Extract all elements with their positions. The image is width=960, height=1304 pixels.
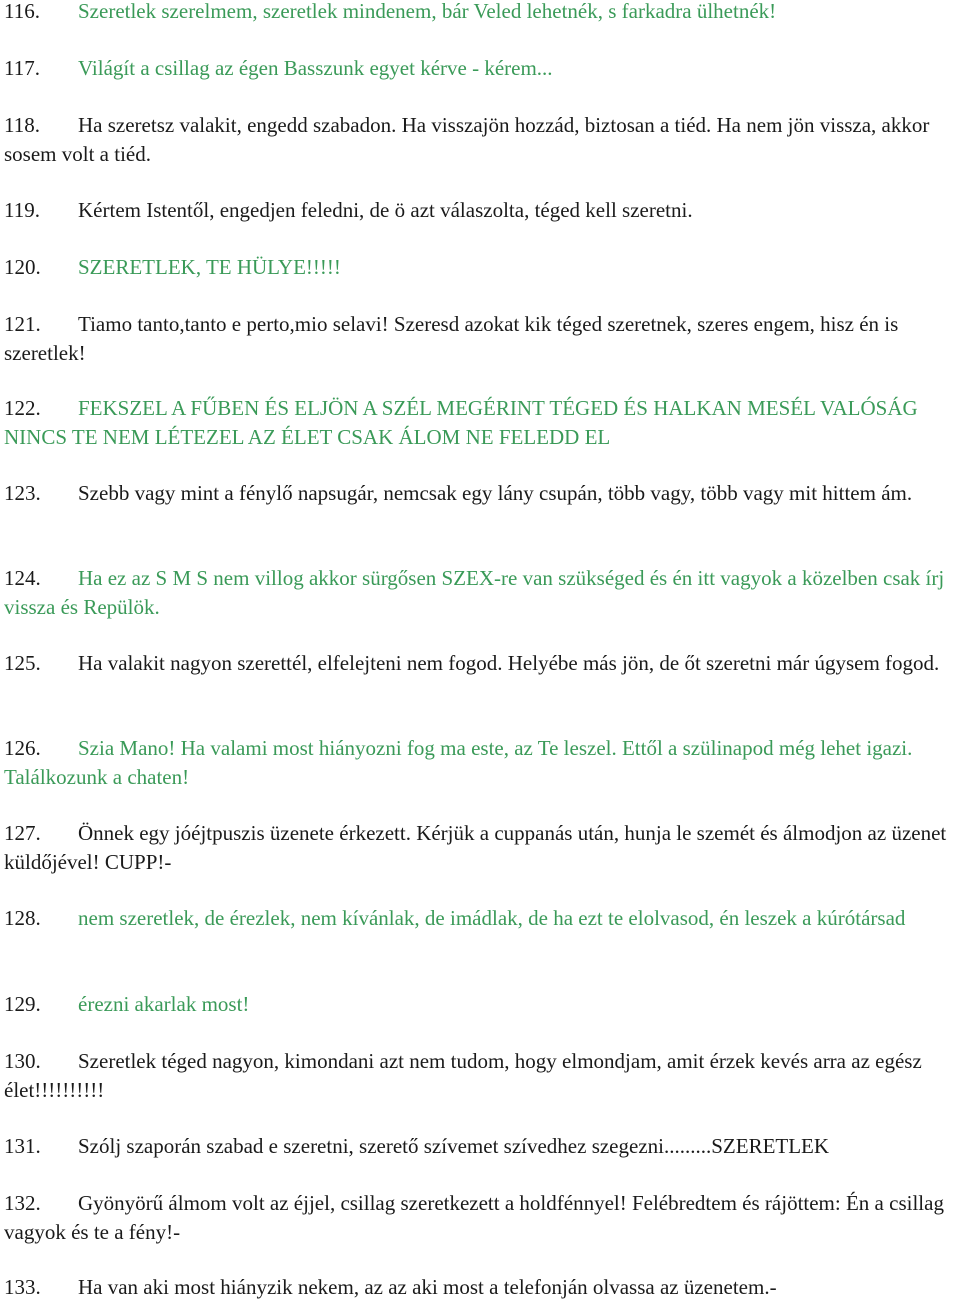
entry-text: FEKSZEL A FŰBEN ÉS ELJÖN A SZÉL MEGÉRINT TÉGED ÉS HALKAN MESÉL VALÓSÁG NINCS TE NEM LÉTEZEL AZ ÉLET CSAK ÁLOM NE FELEDD EL (4, 396, 918, 449)
entry-text: Ha szeretsz valakit, engedd szabadon. Ha visszajön hozzád, biztosan a tiéd. Ha nem jön vissza, akkor sosem volt a tiéd. (4, 113, 930, 166)
entry-number: 124. (4, 566, 41, 590)
list-item (4, 111, 959, 168)
entry-text: Ha van aki most hiányzik nekem, az az aki most a telefonján olvassa az üzenetem.- (78, 1275, 777, 1299)
entry-number: 122. (4, 396, 41, 420)
list-item (4, 196, 959, 225)
entry-number: 120. (4, 255, 41, 279)
entry-text: Világít a csillag az égen Basszunk egyet kérve - kérem... (78, 56, 553, 80)
entry-number: 132. (4, 1191, 41, 1215)
list-item (4, 253, 959, 282)
list-item (4, 990, 959, 1019)
list-item (4, 54, 959, 83)
entry-text: Szebb vagy mint a fénylő napsugár, nemcsak egy lány csupán, több vagy, több vagy mit hittem ám. (78, 481, 913, 505)
list-item (4, 1047, 959, 1104)
entry-text: Gyönyörű álmom volt az éjjel, csillag szeretkezett a holdfénnyel! Felébredtem és rájöttem: Én a csillag vagyok és te a fény!- (4, 1191, 944, 1244)
entry-text: Ha ez az S M S nem villog akkor sürgősen SZEX-re van szükséged és én itt vagyok a közelben csak írj vissza és Repülök. (4, 566, 945, 619)
entry-text: Önnek egy jóéjtpuszis üzenete érkezett. Kérjük a cuppanás után, hunja le szemét és álmodjon az üzenet küldőjével! CUPP!- (4, 821, 947, 874)
entry-number: 125. (4, 651, 41, 675)
list-item (4, 394, 959, 451)
entry-text: Szeretlek szerelmem, szeretlek mindenem, bár Veled lehetnék, s farkadra ülhetnék! (78, 0, 777, 23)
list-item (4, 310, 959, 367)
list-item (4, 479, 959, 508)
entry-number: 133. (4, 1275, 41, 1299)
list-item (4, 1189, 959, 1246)
list-item (4, 1132, 959, 1161)
entry-number: 121. (4, 312, 41, 336)
list-item (4, 649, 959, 678)
entry-text: Szia Mano! Ha valami most hiányozni fog ma este, az Te leszel. Ettől a szülinapod még lehet igazi. Találkozunk a chaten! (4, 736, 913, 789)
entry-text: Kértem Istentől, engedjen feledni, de ö azt válaszolta, téged kell szeretni. (78, 198, 693, 222)
list-item (4, 904, 959, 933)
entry-number: 126. (4, 736, 41, 760)
entry-number: 116. (4, 0, 40, 23)
entry-number: 128. (4, 906, 41, 930)
entry-text: Ha valakit nagyon szerettél, elfelejteni nem fogod. Helyébe más jön, de őt szeretni már úgysem fogod. (78, 651, 940, 675)
list-item (4, 564, 959, 621)
entry-number: 123. (4, 481, 41, 505)
entry-text: Szólj szaporán szabad e szeretni, szerető szívemet szívedhez szegezni.........SZERETLEK (78, 1134, 830, 1158)
entry-number: 129. (4, 992, 41, 1016)
list-item (4, 1273, 959, 1302)
entry-text: SZERETLEK, TE HÜLYE!!!!! (78, 255, 341, 279)
list-item (4, 0, 959, 26)
list-item (4, 819, 959, 876)
entry-number: 117. (4, 56, 40, 80)
entry-number: 118. (4, 113, 40, 137)
entry-number: 127. (4, 821, 41, 845)
entry-number: 130. (4, 1049, 41, 1073)
entry-text: Tiamo tanto,tanto e perto,mio selavi! Szeresd azokat kik téged szeretnek, szeres engem, hisz én is szeretlek! (4, 312, 899, 365)
entry-text: Szeretlek téged nagyon, kimondani azt nem tudom, hogy elmondjam, amit érzek kevés arra az egész élet!!!!!!!!!! (4, 1049, 922, 1102)
entry-number: 131. (4, 1134, 41, 1158)
list-item (4, 734, 959, 791)
entry-text: nem szeretlek, de érezlek, nem kívánlak, de imádlak, de ha ezt te elolvasod, én leszek a kúrótársad (78, 906, 906, 930)
entry-text: érezni akarlak most! (78, 992, 250, 1016)
entry-number: 119. (4, 198, 40, 222)
